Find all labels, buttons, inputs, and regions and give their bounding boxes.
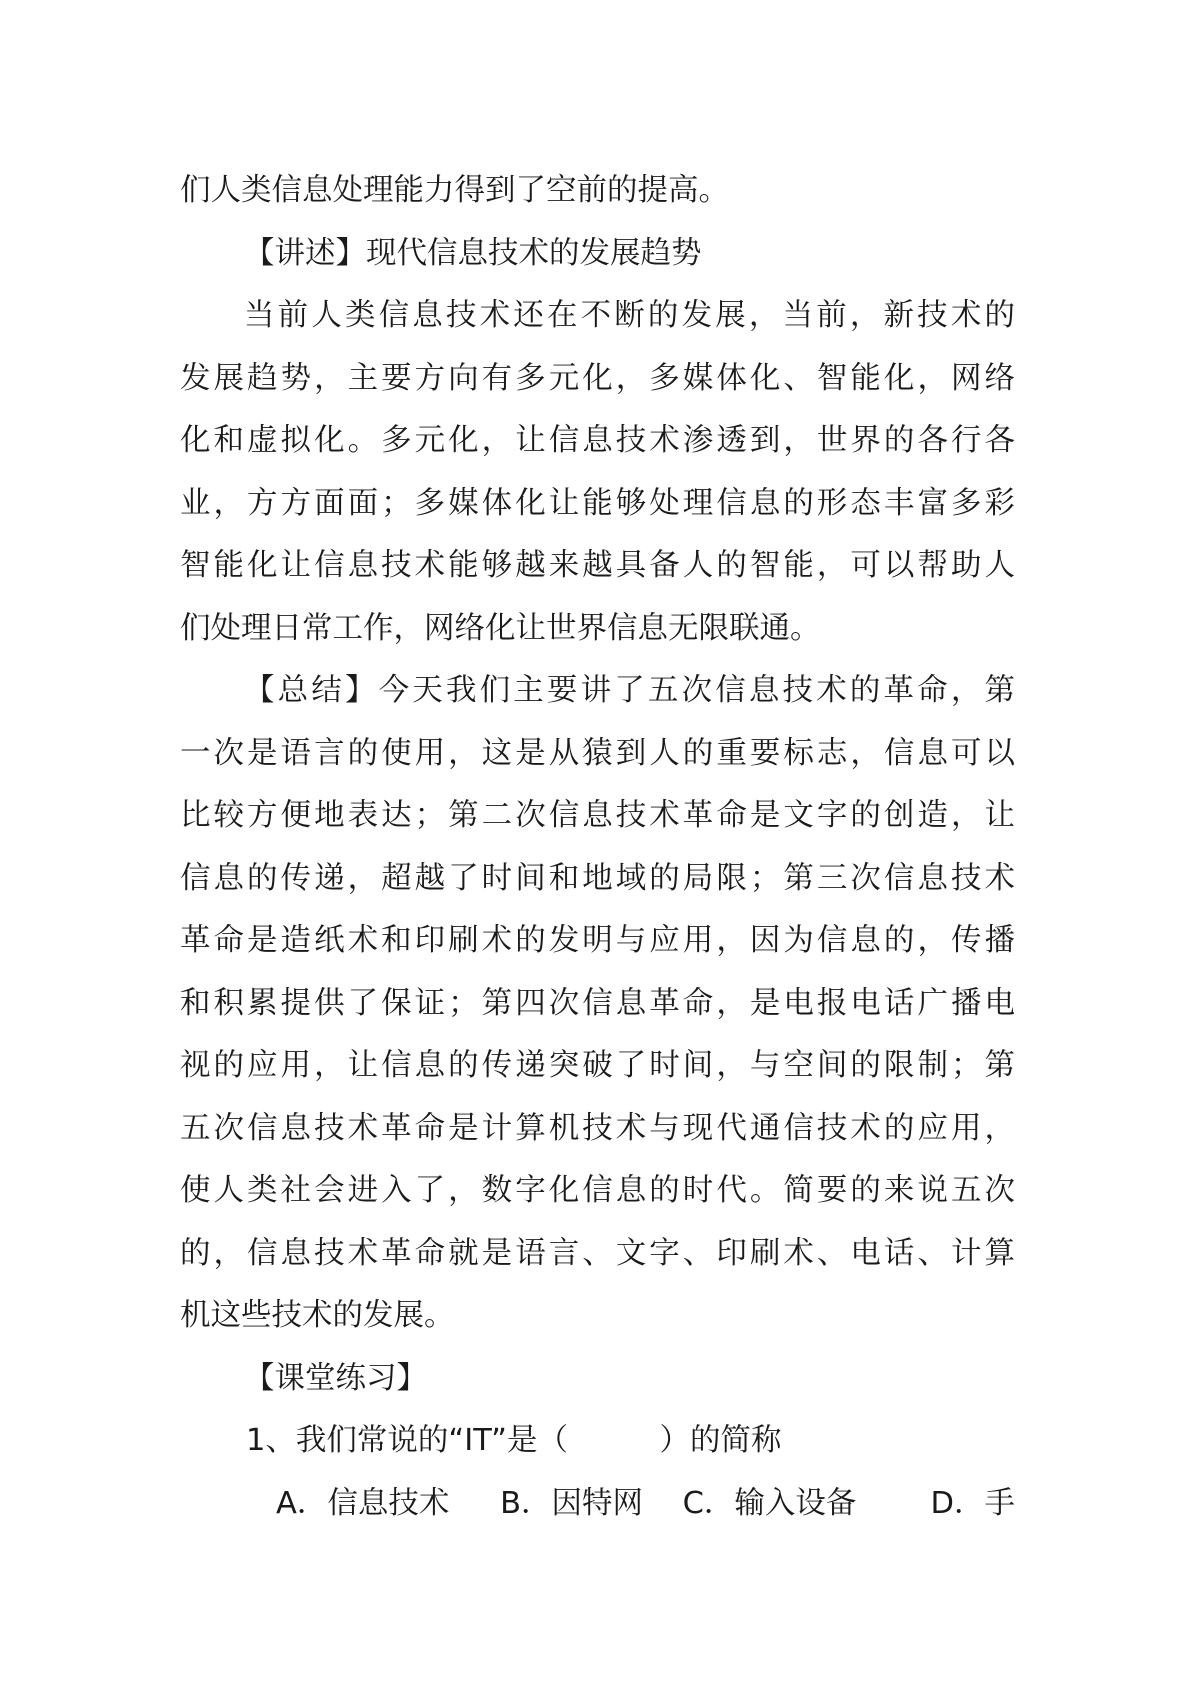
question-1-options	[180, 1473, 1015, 1536]
question-1: 1、我们常说的“IT”是（ ）的简称	[246, 1423, 782, 1458]
text-line: 业，方方面面；多媒体化让能够处理信息的形态丰富多彩	[180, 485, 1015, 521]
document-page	[180, 160, 1015, 1535]
text-line: 们处理日常工作，网络化让世界信息无限联通。	[180, 610, 821, 646]
text-line: 【总结】今天我们主要讲了五次信息技术的革命，第	[244, 673, 1015, 708]
text-line: 五次信息技术革命是计算机技术与现代通信技术的应用，	[180, 1110, 1015, 1146]
text-line: 化和虚拟化。多元化，让信息技术渗透到，世界的各行各	[180, 423, 1015, 458]
option-c: C．输入设备	[682, 1485, 857, 1521]
text-line: 智能化让信息技术能够越来越具备人的智能，可以帮助人	[180, 548, 1015, 583]
body-text	[180, 160, 1015, 1410]
text-line: 的，信息技术革命就是语言、文字、印刷术、电话、计算	[180, 1235, 1015, 1271]
text-line: 【课堂练习】	[244, 1360, 427, 1396]
text-line: 使人类社会进入了，数字化信息的时代。简要的来说五次	[180, 1173, 1015, 1208]
text-line: 一次是语言的使用，这是从猿到人的重要标志，信息可以	[180, 735, 1015, 771]
text-line: 信息的传递，超越了时间和地域的局限；第三次信息技术	[180, 860, 1015, 896]
option-a: A．信息技术	[276, 1485, 450, 1521]
text-line: 比较方便地表达；第二次信息技术革命是文字的创造，让	[180, 798, 1015, 833]
text-line: 和积累提供了保证；第四次信息革命，是电报电话广播电	[180, 985, 1015, 1021]
text-line: 当前人类信息技术还在不断的发展，当前，新技术的	[244, 298, 1015, 333]
text-line: 革命是造纸术和印刷术的发明与应用，因为信息的，传播	[180, 923, 1015, 958]
option-d: D．手	[930, 1485, 1015, 1521]
text-line: 【讲述】现代信息技术的发展趋势	[244, 235, 702, 271]
text-line: 发展趋势，主要方向有多元化，多媒体化、智能化，网络	[180, 360, 1015, 396]
text-line: 机这些技术的发展。	[180, 1298, 455, 1333]
text-line: 们人类信息处理能力得到了空前的提高。	[180, 173, 729, 208]
text-line: 视的应用，让信息的传递突破了时间，与空间的限制；第	[180, 1048, 1015, 1083]
option-b: B．因特网	[500, 1485, 644, 1521]
